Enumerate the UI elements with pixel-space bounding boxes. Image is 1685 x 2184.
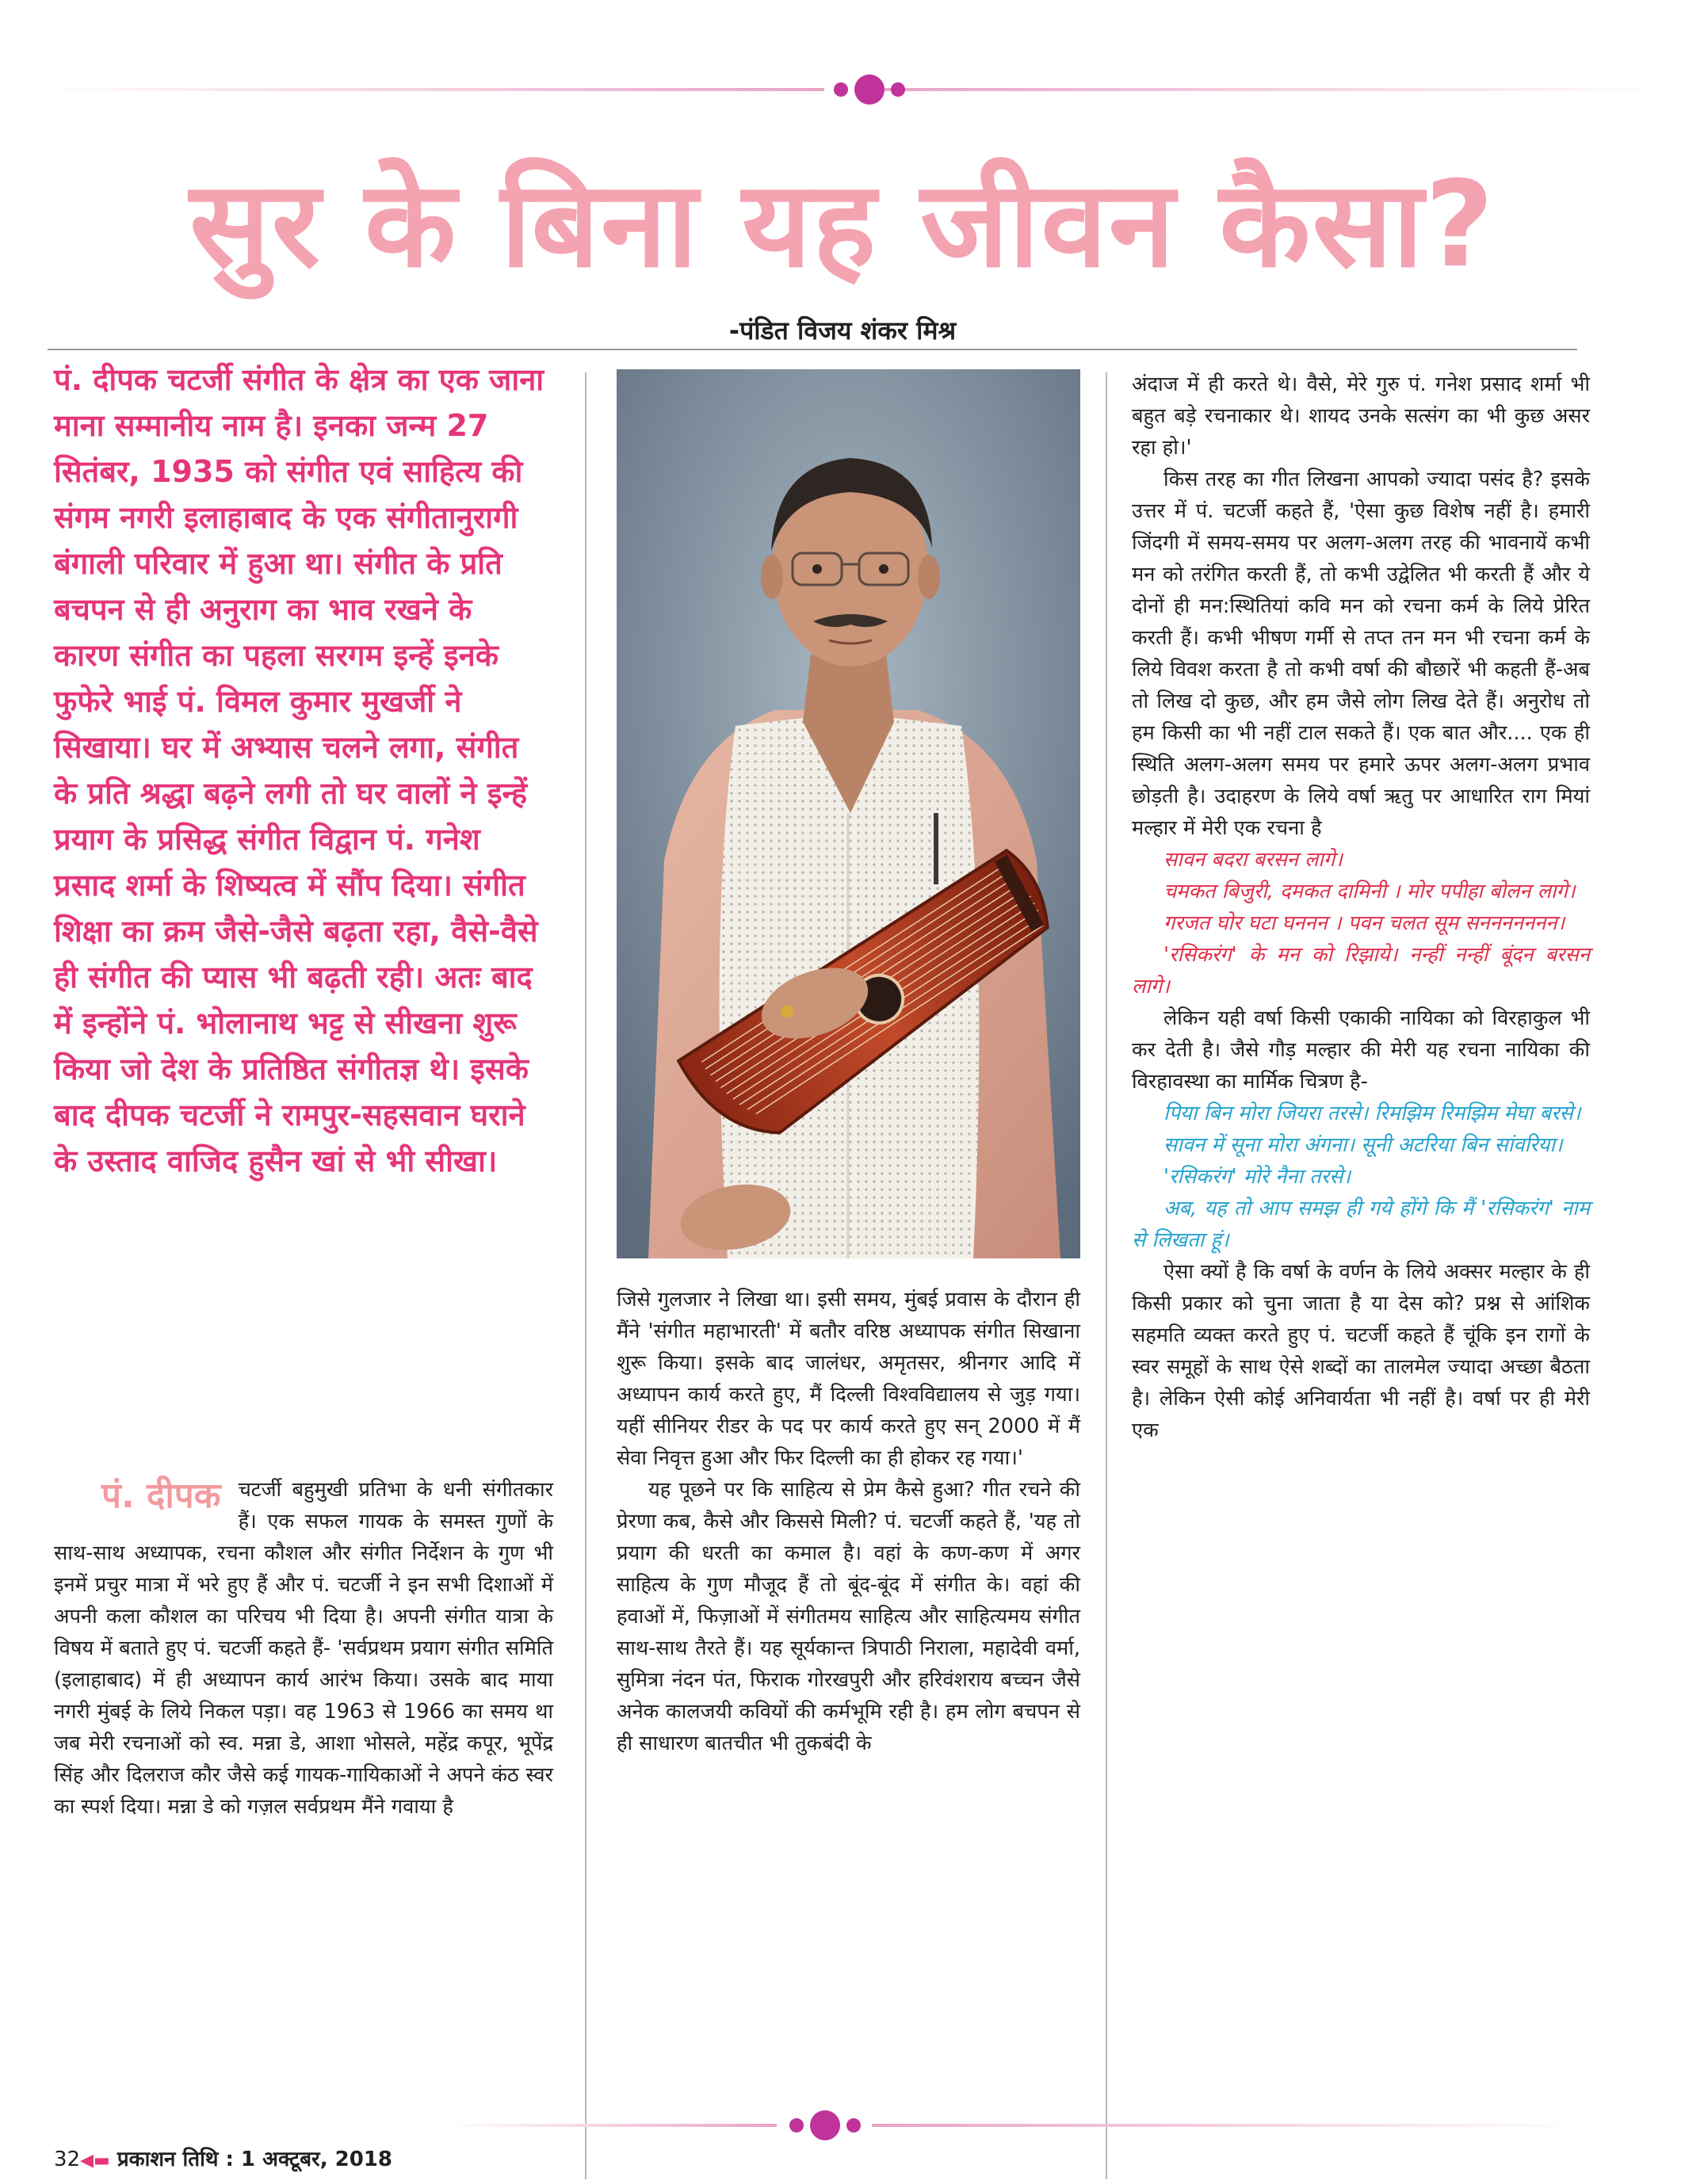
top-ornament-dot-center [854,74,885,105]
verse-1-line-3: गरजत घोर घटा घननन । पवन चलत सूम सननननननन। [1163,911,1565,935]
top-ornament-dot-right [891,82,905,97]
page-footer [54,2144,392,2172]
column-2-paragraph-1: जिसे गुलजार ने लिखा था। इसी समय, मुंबई प्रवास के दौरान ही मैंने 'संगीत महाभारती' में बतौर वरिष्ठ अध्यापक संगीत सिखाना शुरू किया। इसके बाद जालंधर, अमृतसर, श्रीनगर आदि में अध्यापन कार्य करते हुए, मैं दिल्ली विश्वविद्यालय से जुड़ गया। यहीं सीनियर रीडर के पद पर कार्य करते हुए सन् 2000 में मैं सेवा निवृत्त हुआ और फिर दिल्ली का ही होकर रह गया।' [617,1288,1080,1470]
verse-2-line-2: सावन में सूना मोरा अंगना। सूनी अटरिया बिन सांवरिया। [1163,1133,1563,1157]
musician-illustration [617,369,1080,1258]
verse-1-line-4: 'रसिकरंग' के मन को रिझाये। नन्हीं नन्हीं बूंदन बरसन लागे। [1132,943,1590,998]
dropcap-lead: पं. दीपक [101,1476,221,1516]
arrow-icon: ◀▬ [80,2151,110,2171]
column-3-body [1132,368,1590,1446]
author-byline: -पंडित विजय शंकर मिश्र [728,315,957,346]
top-ornament-dot-left [834,82,848,97]
top-rule-right [880,88,1672,91]
publication-date: प्रकाशन तिथि : 1 अक्टूबर, 2018 [117,2148,392,2171]
intro-paragraph [54,357,545,1184]
verse-1-line-1: सावन बदरा बरसन लागे। [1163,848,1343,872]
verse-2-line-3: 'रसिकरंग' मोरे नैना तरसे। [1163,1165,1351,1189]
column-3-paragraph-1: अंदाज में ही करते थे। वैसे, मेरे गुरु पं. गनेश प्रसाद शर्मा भी बहुत बड़े रचनाकार थे। शायद उनके सत्संग का भी कुछ असर रहा हो।' [1132,372,1590,460]
column-3-paragraph-4: ऐसा क्यों है कि वर्षा के वर्णन के लिये अक्सर मल्हार के ही किसी प्रकार को चुना जाता है या देस को? प्रश्न से आंशिक सहमति व्यक्त करते हुए पं. चटर्जी कहते हैं चूंकि इन रागों के स्वर समूहों के साथ ऐसे शब्दों का तालमेल ज्यादा अच्छा बैठता है। लेकिन ऐसी कोई अनिवार्यता भी नहीं है। वर्षा पर ही मेरी एक [1132,1260,1590,1442]
column-3-paragraph-3: लेकिन यही वर्षा किसी एकाकी नायिका को विरहाकुल भी कर देती है। जैसे गौड़ मल्हार की मेरी यह रचना नायिका की विरहावस्था का मार्मिक चित्रण है- [1132,1006,1590,1094]
page-number: 32 [54,2148,81,2171]
top-rule-left [32,88,824,91]
bottom-rule-right [872,2124,1585,2127]
verse-2-line-4: अब, यह तो आप समझ ही गये होंगे कि मैं 'रसिकरंग' नाम से लिखता हूं। [1132,1197,1590,1252]
column-1-paragraph-1: चटर्जी बहुमुखी प्रतिभा के धनी संगीतकार हैं। एक सफल गायक के समस्त गुणों के साथ-साथ अध्यापक, रचना कौशल और संगीत निर्देशन के गुण भी इनमें प्रचुर मात्रा में भरे हुए हैं और पं. चटर्जी ने इन सभी दिशाओं में अपनी कला कौशल का परिचय भी दिया है। अपनी संगीत यात्रा के विषय में बताते हुए पं. चटर्जी कहते हैं- 'सर्वप्रथम प्रयाग संगीत समिति (इलाहाबाद) में ही अध्यापन कार्य आरंभ किया। उसके बाद माया नगरी मुंबई के लिये निकल पड़ा। वह 1963 से 1966 का समय था जब मेरी रचनाओं को स्व. मन्ना डे, आशा भोसले, महेंद्र कपूर, भूपेंद्र सिंह और दिलराज कौर जैसे कई गायक-गायिकाओं ने अपने कंठ स्वर का स्पर्श दिया। मन्ना डे को गज़ल सर्वप्रथम मैंने गवाया है [54,1478,553,1819]
column-divider-1 [585,372,587,2179]
bottom-rule-left [444,2124,777,2127]
verse-1-line-2: चमकत बिजुरी, दमकत दामिनी । मोर पपीहा बोलन लागे। [1163,880,1576,903]
byline-rule [48,349,1577,350]
column-2-body [617,1284,1080,1759]
intro-text: पं. दीपक चटर्जी संगीत के क्षेत्र का एक जाना माना सम्मानीय नाम है। इनका जन्म 27 सितंबर, 1935 को संगीत एवं साहित्य की संगम नगरी इलाहाबाद के एक संगीतानुरागी बंगाली परिवार में हुआ था। संगीत के प्रति बचपन से ही अनुराग का भाव रखने के कारण संगीत का पहला सरगम इन्हें इनके फुफेरे भाई पं. विमल कुमार मुखर्जी ने सिखाया। घर में अभ्यास चलने लगा, संगीत के प्रति श्रद्धा बढ़ने लगी तो घर वालों ने इन्हें प्रयाग के प्रसिद्ध संगीत विद्वान पं. गनेश प्रसाद शर्मा के शिष्यत्व में सौंप दिया। संगीत शिक्षा का क्रम जैसे-जैसे बढ़ता रहा, वैसे-वैसे ही संगीत की प्यास भी बढ़ती रही। अतः बाद में इन्होंने पं. भोलानाथ भट्ट से सीखना शुरू किया जो देश के प्रतिष्ठित संगीतज्ञ थे। इसके बाद दीपक चटर्जी ने रामपुर-सहसवान घराने के उस्ताद वाजिद हुसैन खां से भी सीखा। [54,362,544,1178]
column-divider-2 [1106,372,1107,2179]
column-3-paragraph-2: किस तरह का गीत लिखना आपको ज्यादा पसंद है? इसके उत्तर में पं. चटर्जी कहते हैं, 'ऐसा कुछ विशेष नहीं है। हमारी जिंदगी में समय-समय पर अलग-अलग तरह की भावनायें कभी मन को तरंगित करती हैं, तो कभी उद्वेलित भी करती हैं और ये दोनों ही मन:स्थितियां कवि मन को रचना कर्म के लिये प्रेरित करती हैं। कभी भीषण गर्मी से तप्त तन मन भी रचना कर्म के लिये विवश करता है तो कभी वर्षा की बौछारें भी कहती हैं-अब तो लिख दो कुछ, और हम जैसे लोग लिख देते हैं। अनुरोध तो हम किसी का भी नहीं टाल सकते हैं। एक बात और.... एक ही स्थिति अलग-अलग समय पर हमारे ऊपर अलग-अलग प्रभाव छोड़ती है। उदाहरण के लिये वर्षा ऋतु पर आधारित राग मियां मल्हार में मेरी एक रचना है [1132,468,1590,840]
bottom-ornament-dot-center [810,2110,840,2140]
musician-photo [617,369,1080,1258]
column-2-paragraph-2: यह पूछने पर कि साहित्य से प्रेम कैसे हुआ? गीत रचने की प्रेरणा कब, कैसे और किससे मिली? पं. चटर्जी कहते हैं, 'यह तो प्रयाग की धरती का कमाल है। वहां के कण-कण में अगर साहित्य के गुण मौजूद हैं तो बूंद-बूंद में संगीत के। वहां की हवाओं में, फिज़ाओं में संगीतमय साहित्य और साहित्यमय संगीत साथ-साथ तैरते हैं। यह सूर्यकान्त त्रिपाठी निराला, महादेवी वर्मा, सुमित्रा नंदन पंत, फिराक गोरखपुरी और हरिवंशराय बच्चन जैसे अनेक कालजयी कवियों की कर्मभूमि रही है। हम लोग बचपन से ही साधारण बातचीत भी तुकबंदी के [617,1478,1080,1755]
article-title: सुर के बिना यह जीवन कैसा? [189,156,1496,294]
bottom-ornament-dot-right [846,2118,861,2132]
bottom-ornament-dot-left [789,2118,804,2132]
verse-2-line-1: पिया बिन मोरा जियरा तरसे। रिमझिम रिमझिम मेघा बरसे। [1163,1102,1581,1125]
column-1-body [54,1474,553,1823]
